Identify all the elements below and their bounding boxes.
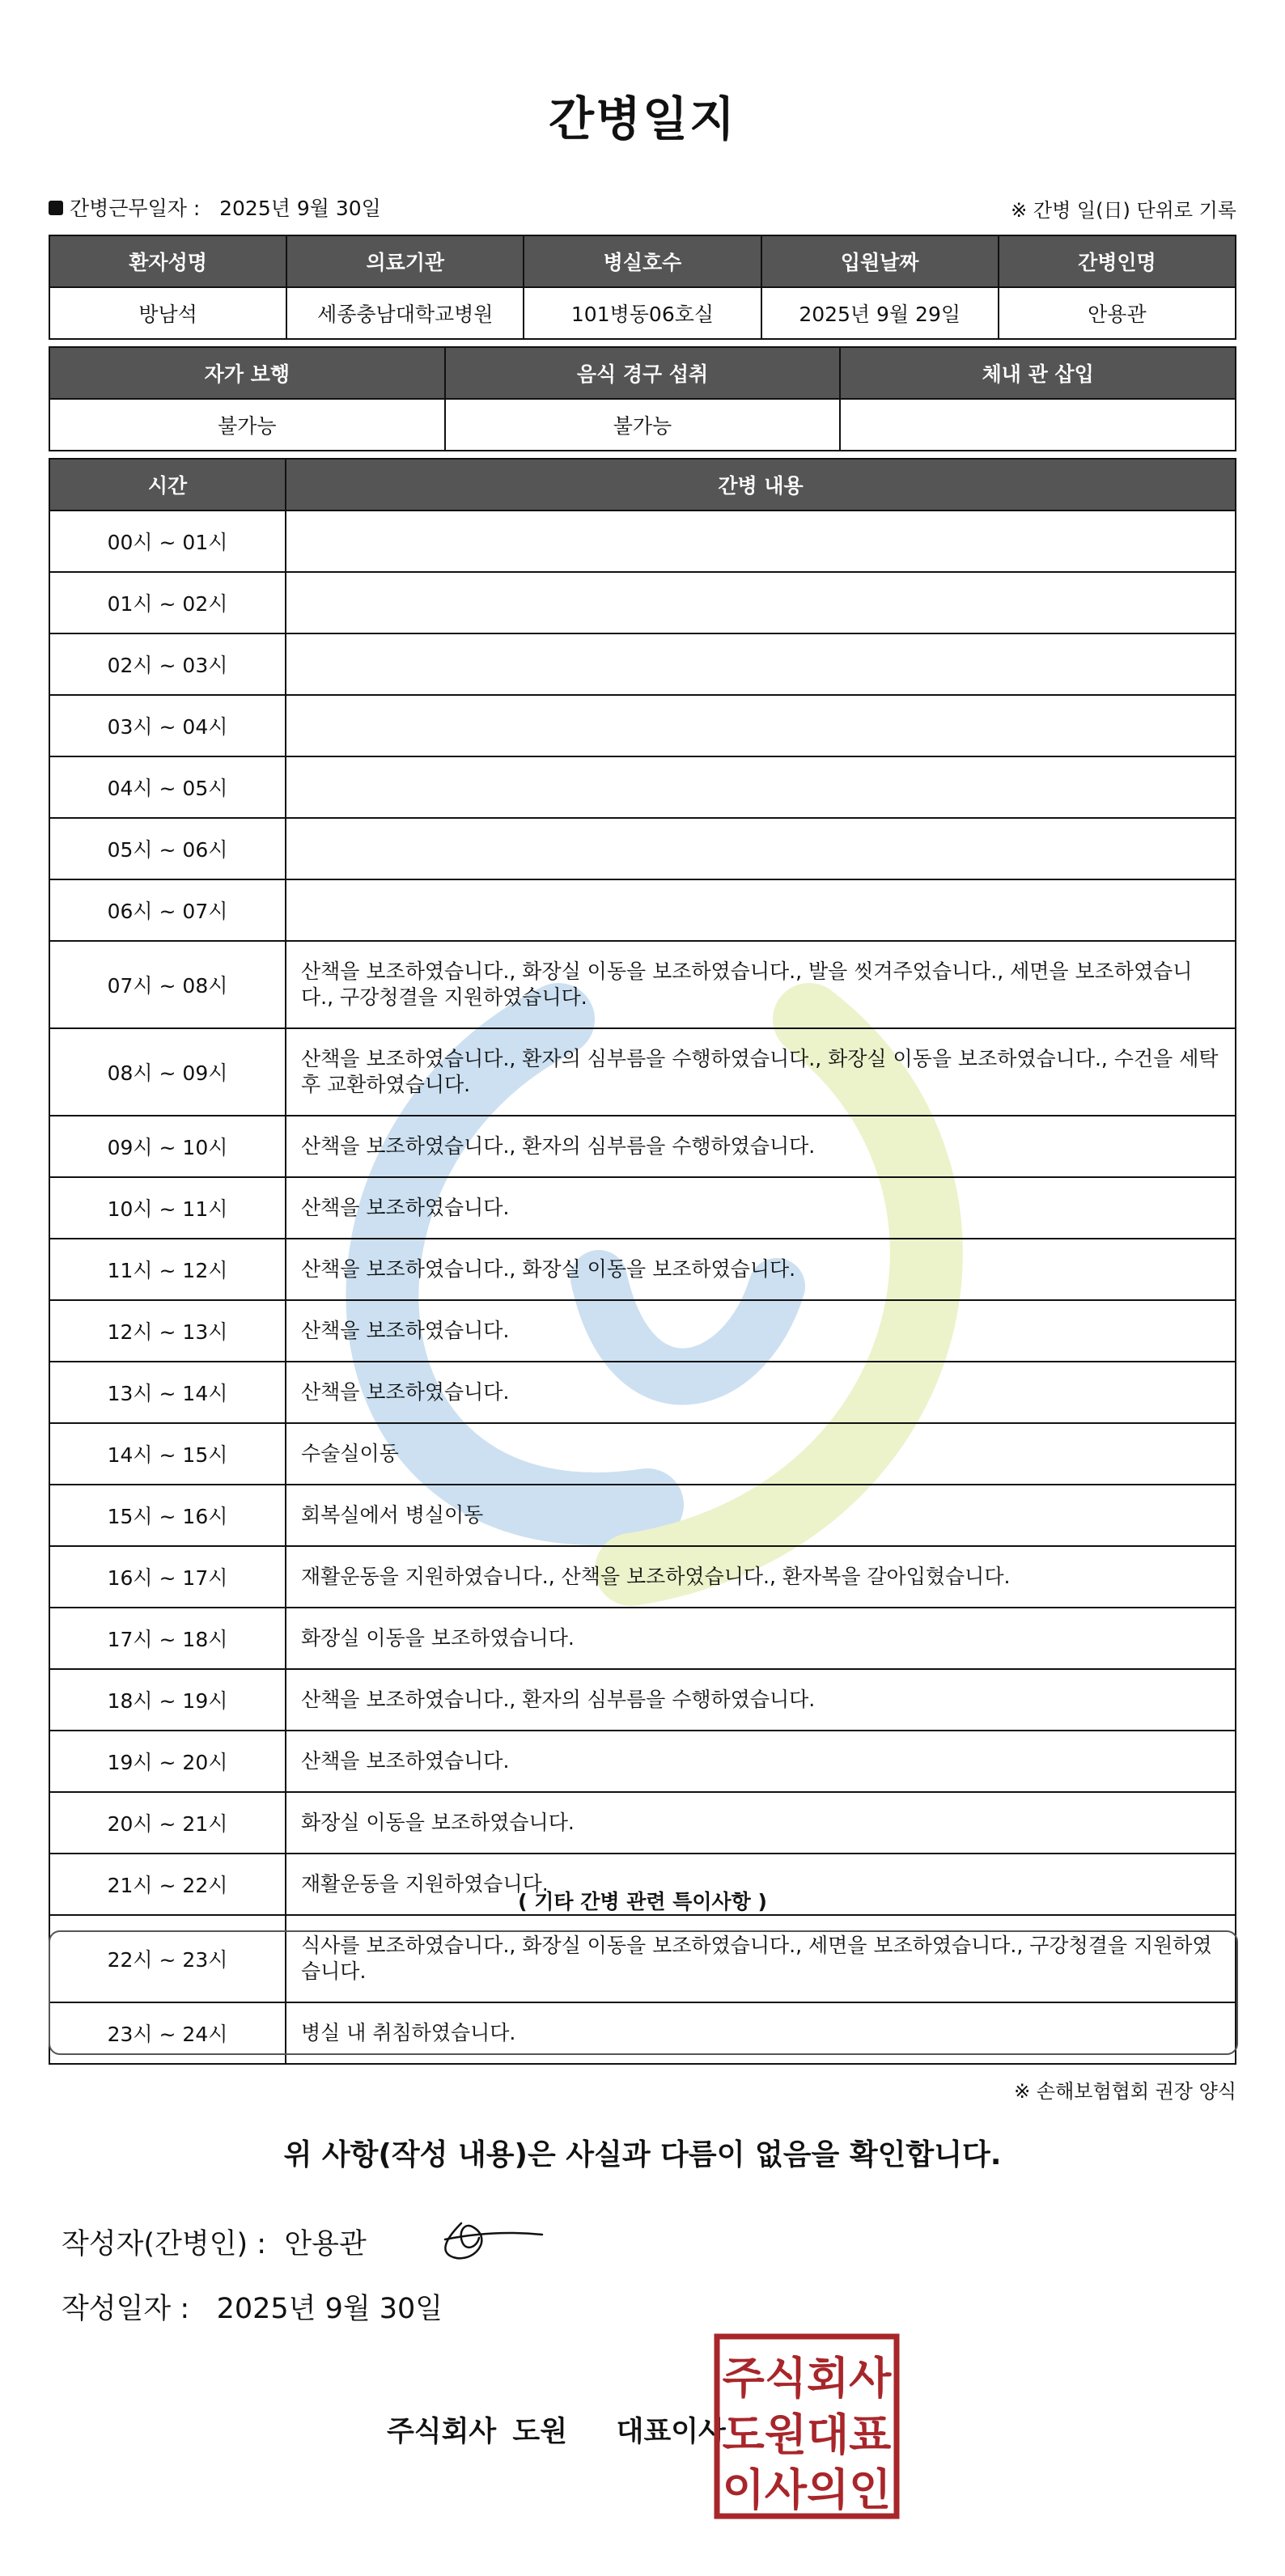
table-row — [49, 1608, 1236, 1669]
row-time: 14시 ~ 15시 — [49, 1423, 286, 1485]
table-row — [49, 1792, 1236, 1854]
row-time: 22시 ~ 23시 — [49, 1915, 286, 2002]
table-row — [49, 1028, 1236, 1116]
row-time: 12시 ~ 13시 — [49, 1300, 286, 1362]
remarks-title: ( 기타 간병 관련 특이사항 ) — [518, 1890, 767, 1913]
row-time: 21시 ~ 22시 — [49, 1854, 286, 1915]
care-log-table — [49, 458, 1236, 2065]
row-time: 11시 ~ 12시 — [49, 1239, 286, 1300]
seal-line-3: 이사의인 — [722, 2464, 892, 2515]
row-time: 18시 ~ 19시 — [49, 1669, 286, 1731]
row-content: 화장실 이동을 보조하였습니다. — [286, 1608, 1236, 1669]
header-patient-name: 환자성명 — [49, 235, 286, 287]
bullet-square-icon — [49, 201, 63, 215]
seal-line-1: 주식회사 — [722, 2353, 892, 2404]
admission-date: 2025년 9월 29일 — [761, 287, 999, 339]
unit-note: ※ 간병 일(日) 단위로 기록 — [1011, 199, 1236, 222]
row-time: 17시 ~ 18시 — [49, 1608, 286, 1669]
header-care-content: 간병 내용 — [286, 459, 1236, 511]
row-content: 산책을 보조하였습니다., 환자의 심부름을 수행하였습니다. — [286, 1116, 1236, 1177]
row-content: 산책을 보조하였습니다. — [286, 1731, 1236, 1792]
row-time: 01시 ~ 02시 — [49, 572, 286, 633]
row-time: 10시 ~ 11시 — [49, 1177, 286, 1239]
row-content: 화장실 이동을 보조하였습니다. — [286, 1792, 1236, 1854]
table-row — [49, 756, 1236, 818]
written-date-line — [61, 2286, 443, 2327]
row-content — [286, 695, 1236, 756]
row-content — [286, 511, 1236, 572]
hospital-name: 세종충남대학교병원 — [286, 287, 524, 339]
row-content — [286, 818, 1236, 879]
table-row — [49, 1731, 1236, 1792]
header-oral-intake: 음식 경구 섭취 — [445, 347, 841, 399]
row-time: 16시 ~ 17시 — [49, 1546, 286, 1608]
row-content: 산책을 보조하였습니다. — [286, 1300, 1236, 1362]
header-tube: 체내 관 삽입 — [840, 347, 1236, 399]
room-number: 101병동06호실 — [524, 287, 761, 339]
writer-name: 안용관 — [284, 2228, 367, 2260]
written-date-value: 2025년 9월 30일 — [216, 2293, 443, 2325]
writer-line — [61, 2222, 367, 2262]
row-time: 02시 ~ 03시 — [49, 633, 286, 695]
confirmation-statement: 위 사항(작성 내용)은 사실과 다름이 없음을 확인합니다. — [283, 2138, 1002, 2171]
row-time: 19시 ~ 20시 — [49, 1731, 286, 1792]
header-time: 시간 — [49, 459, 286, 511]
table-row — [49, 1423, 1236, 1485]
patient-status-table — [49, 346, 1236, 451]
row-content: 회복실에서 병실이동 — [286, 1485, 1236, 1546]
header-room: 병실호수 — [524, 235, 761, 287]
table-row — [49, 1239, 1236, 1300]
table-row — [49, 1116, 1236, 1177]
seal-line-2: 도원대표 — [722, 2409, 892, 2460]
row-time: 05시 ~ 06시 — [49, 818, 286, 879]
company-seal — [714, 2333, 900, 2519]
row-time: 23시 ~ 24시 — [49, 2002, 286, 2064]
table-row — [49, 879, 1236, 941]
work-date-value: 2025년 9월 30일 — [219, 197, 381, 220]
row-content: 산책을 보조하였습니다., 화장실 이동을 보조하였습니다., 발을 씻겨주었습니다., 세면을 보조하였습니다., 구강청결을 지원하였습니다. — [286, 941, 1236, 1028]
remarks-box[interactable] — [49, 1930, 1238, 2055]
header-caregiver: 간병인명 — [999, 235, 1236, 287]
row-content: 식사를 보조하였습니다., 화장실 이동을 보조하였습니다., 세면을 보조하였습니다., 구강청결을 지원하였습니다. — [286, 1915, 1236, 2002]
row-content: 수술실이동 — [286, 1423, 1236, 1485]
header-hospital: 의료기관 — [286, 235, 524, 287]
row-time: 04시 ~ 05시 — [49, 756, 286, 818]
oral-intake-value: 불가능 — [445, 399, 841, 451]
row-time: 20시 ~ 21시 — [49, 1792, 286, 1854]
row-content: 산책을 보조하였습니다. — [286, 1177, 1236, 1239]
writer-label: 작성자(간병인) : — [61, 2228, 267, 2260]
patient-name: 방남석 — [49, 287, 286, 339]
row-content — [286, 572, 1236, 633]
row-time: 06시 ~ 07시 — [49, 879, 286, 941]
row-time: 09시 ~ 10시 — [49, 1116, 286, 1177]
table-row — [49, 1485, 1236, 1546]
row-content: 재활운동을 지원하였습니다., 산책을 보조하였습니다., 환자복을 갈아입혔습니다. — [286, 1546, 1236, 1608]
signature-mark — [429, 2207, 550, 2272]
patient-info-table — [49, 235, 1236, 340]
row-content: 병실 내 취침하였습니다. — [286, 2002, 1236, 2064]
row-content: 산책을 보조하였습니다., 화장실 이동을 보조하였습니다. — [286, 1239, 1236, 1300]
header-admission-date: 입원날짜 — [761, 235, 999, 287]
walking-value: 불가능 — [49, 399, 445, 451]
table-row — [49, 1546, 1236, 1608]
row-time: 13시 ~ 14시 — [49, 1362, 286, 1423]
row-content: 산책을 보조하였습니다., 환자의 심부름을 수행하였습니다., 화장실 이동을 보조하였습니다., 수건을 세탁 후 교환하였습니다. — [286, 1028, 1236, 1116]
row-content — [286, 879, 1236, 941]
row-content: 산책을 보조하였습니다., 환자의 심부름을 수행하였습니다. — [286, 1669, 1236, 1731]
work-date-label: 간병근무일자 : — [70, 197, 201, 220]
table-row — [49, 633, 1236, 695]
table-row — [49, 572, 1236, 633]
table-row — [49, 1177, 1236, 1239]
row-content — [286, 633, 1236, 695]
table-row — [49, 1300, 1236, 1362]
table-row — [49, 1669, 1236, 1731]
caregiver-name: 안용관 — [999, 287, 1236, 339]
header-walking: 자가 보행 — [49, 347, 445, 399]
company-representative: 주식회사 도원 대표이사 — [387, 2416, 726, 2448]
table-row — [49, 941, 1236, 1028]
row-time: 00시 ~ 01시 — [49, 511, 286, 572]
work-date — [49, 193, 381, 222]
form-note: ※ 손해보험협회 권장 양식 — [1014, 2080, 1236, 2103]
row-time: 07시 ~ 08시 — [49, 941, 286, 1028]
table-row — [49, 511, 1236, 572]
written-date-label: 작성일자 : — [61, 2293, 190, 2325]
row-time: 15시 ~ 16시 — [49, 1485, 286, 1546]
row-time: 03시 ~ 04시 — [49, 695, 286, 756]
row-content: 재활운동을 지원하였습니다. — [286, 1854, 1236, 1915]
row-content — [286, 756, 1236, 818]
table-row — [49, 818, 1236, 879]
row-content: 산책을 보조하였습니다. — [286, 1362, 1236, 1423]
tube-value — [840, 399, 1236, 451]
page-title: 간병일지 — [548, 91, 737, 146]
table-row — [49, 1362, 1236, 1423]
table-row — [49, 695, 1236, 756]
row-time: 08시 ~ 09시 — [49, 1028, 286, 1116]
